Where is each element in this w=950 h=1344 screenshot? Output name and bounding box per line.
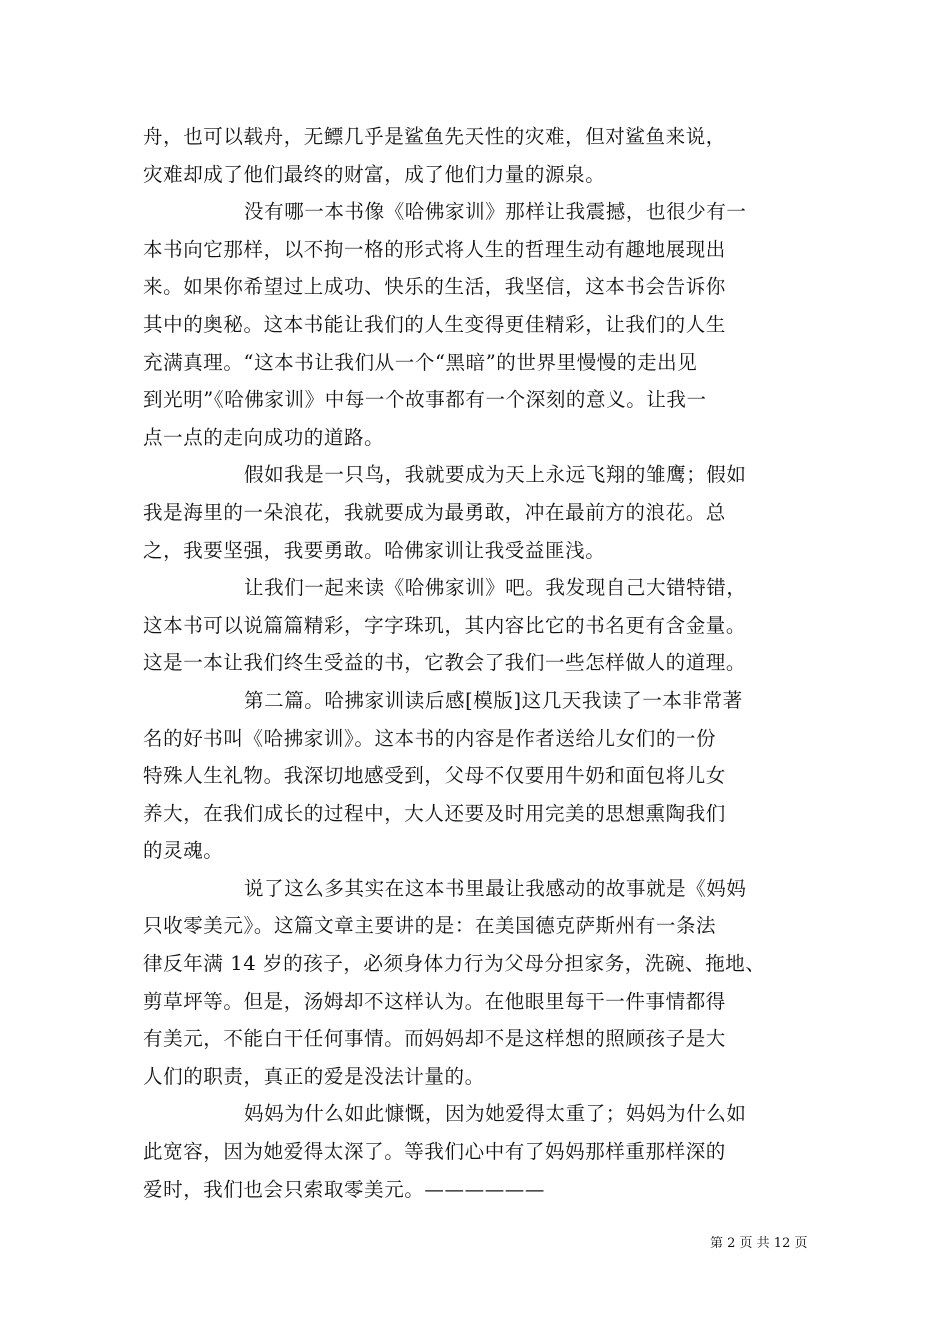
- text-line: 剪草坪等。但是，汤姆却不这样认为。在他眼里每干一件事情都得: [143, 989, 726, 1013]
- text-line: 人们的职责，真正的爱是没法计量的。: [143, 1064, 485, 1088]
- text-line: 特殊人生礼物。我深切地感受到，父母不仅要用牛奶和面包将儿女: [143, 764, 726, 788]
- text-line: 其中的奥秘。这本书能让我们的人生变得更佳精彩，让我们的人生: [143, 312, 726, 336]
- text-line: 爱时，我们也会只索取零美元。——————: [143, 1177, 546, 1201]
- text-line: 养大，在我们成长的过程中，大人还要及时用完美的思想熏陶我们: [143, 801, 726, 825]
- paragraph-start-line: 妈妈为什么如此慷慨，因为她爱得太重了；妈妈为什么如: [244, 1102, 747, 1126]
- text-line: 本书向它那样，以不拘一格的形式将人生的哲理生动有趣地展现出: [143, 237, 726, 261]
- text-line: 律反年满 14 岁的孩子，必须身体力行为父母分担家务，洗碗、拖地、: [143, 952, 766, 976]
- text-line: 来。如果你希望过上成功、快乐的生活，我坚信，这本书会告诉你: [143, 275, 726, 299]
- paragraph-start-line: 说了这么多其实在这本书里最让我感动的故事就是《妈妈: [244, 876, 747, 900]
- text-line: 此宽容，因为她爱得太深了。等我们心中有了妈妈那样重那样深的: [143, 1140, 726, 1164]
- body-text: [143, 118, 809, 1208]
- text-line: 我是海里的一朵浪花，我就要成为最勇敢，冲在最前方的浪花。总: [143, 500, 726, 524]
- paragraph-start-line: 让我们一起来读《哈佛家训》吧。我发现自己大错特错，: [244, 576, 747, 600]
- page-number-footer: 第 2 页 共 12 页: [710, 1236, 808, 1251]
- text-line: 有美元，不能白干任何事情。而妈妈却不是这样想的照顾孩子是大: [143, 1027, 726, 1051]
- text-line: 灾难却成了他们最终的财富，成了他们力量的源泉。: [143, 162, 606, 186]
- text-line: 之，我要坚强，我要勇敢。哈佛家训让我受益匪浅。: [143, 538, 606, 562]
- text-line: 充满真理。“这本书让我们从一个“黑暗”的世界里慢慢的走出见: [143, 350, 698, 374]
- text-line: 舟，也可以载舟，无鳔几乎是鲨鱼先天性的灾难，但对鲨鱼来说，: [143, 125, 726, 148]
- paragraph-start-line: 第二篇。哈拂家训读后感[模版]这几天我读了一本非常著: [244, 688, 743, 712]
- text-line: 的灵魂。: [143, 839, 224, 863]
- text-line: 名的好书叫《哈拂家训》。这本书的内容是作者送给儿女们的一份: [143, 726, 717, 750]
- paragraph-start-line: 假如我是一只鸟，我就要成为天上永远飞翔的雏鹰；假如: [244, 463, 747, 487]
- text-line: 到光明”《哈佛家训》中每一个故事都有一个深刻的意义。让我一: [143, 388, 707, 412]
- text-line: 这是一本让我们终生受益的书，它教会了我们一些怎样做人的道理。: [143, 651, 747, 675]
- text-line: 只收零美元》。这篇文章主要讲的是：在美国德克萨斯州有一条法: [143, 914, 717, 938]
- paragraph-start-line: 没有哪一本书像《哈佛家训》那样让我震撼，也很少有一: [244, 200, 747, 224]
- text-line: 这本书可以说篇篇精彩，字字珠玑，其内容比它的书名更有含金量。: [143, 613, 747, 637]
- text-line: 点一点的走向成功的道路。: [143, 425, 385, 449]
